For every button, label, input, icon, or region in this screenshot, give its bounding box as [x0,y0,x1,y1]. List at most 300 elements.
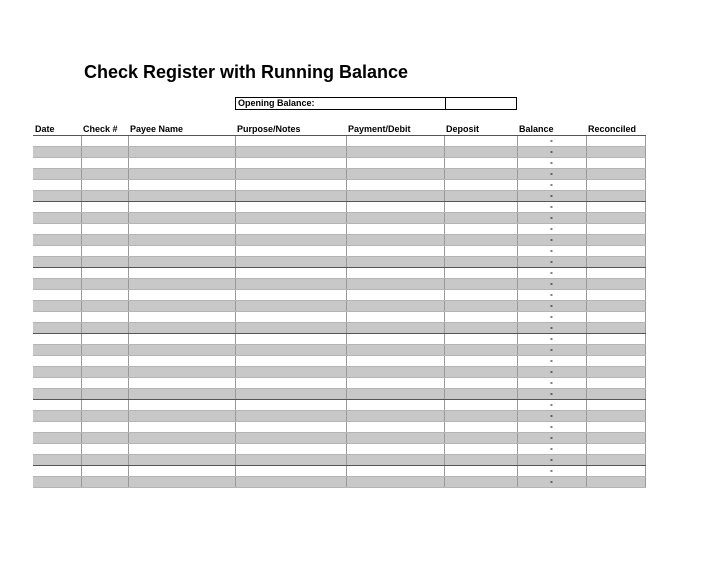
check-number-cell[interactable] [81,334,128,345]
date-cell[interactable] [33,323,81,334]
balance-cell: - [517,136,586,147]
balance-cell: - [517,202,586,213]
reconciled-cell[interactable] [586,334,645,345]
deposit-cell[interactable] [444,301,517,312]
register-row [33,246,645,257]
check-number-cell[interactable] [81,323,128,334]
balance-cell: - [517,389,586,400]
register-row [33,345,645,356]
deposit-cell[interactable] [444,224,517,235]
register-row [33,169,645,180]
reconciled-cell[interactable] [586,202,645,213]
reconciled-cell[interactable] [586,477,645,488]
reconciled-cell[interactable] [586,400,645,411]
deposit-cell[interactable] [444,136,517,147]
check-number-cell[interactable] [81,191,128,202]
payee-name-cell[interactable] [128,400,235,411]
purpose-notes-cell[interactable] [235,400,346,411]
payment-debit-cell[interactable] [346,136,444,147]
deposit-cell[interactable] [444,191,517,202]
payment-debit-cell[interactable] [346,378,444,389]
reconciled-cell[interactable] [586,378,645,389]
purpose-notes-cell[interactable] [235,455,346,466]
check-number-cell[interactable] [81,444,128,455]
register-row [33,257,645,268]
register-row [33,301,645,312]
purpose-notes-cell[interactable] [235,312,346,323]
reconciled-cell[interactable] [586,246,645,257]
payment-debit-cell[interactable] [346,444,444,455]
deposit-cell[interactable] [444,246,517,257]
balance-cell: - [517,356,586,367]
payment-debit-cell[interactable] [346,477,444,488]
register-row [33,235,645,246]
date-cell[interactable] [33,444,81,455]
date-cell[interactable] [33,169,81,180]
check-number-cell[interactable] [81,158,128,169]
payment-debit-cell[interactable] [346,301,444,312]
balance-cell: - [517,400,586,411]
opening-balance-input[interactable] [446,98,516,109]
reconciled-cell[interactable] [586,136,645,147]
deposit-cell[interactable] [444,477,517,488]
payment-debit-cell[interactable] [346,246,444,257]
reconciled-cell[interactable] [586,301,645,312]
check-number-cell[interactable] [81,301,128,312]
balance-cell: - [517,433,586,444]
date-cell[interactable] [33,367,81,378]
payee-name-cell[interactable] [128,224,235,235]
reconciled-cell[interactable] [586,158,645,169]
check-number-cell[interactable] [81,455,128,466]
purpose-notes-cell[interactable] [235,246,346,257]
payee-name-cell[interactable] [128,433,235,444]
payee-name-cell[interactable] [128,389,235,400]
purpose-notes-cell[interactable] [235,279,346,290]
balance-cell: - [517,323,586,334]
date-cell[interactable] [33,158,81,169]
payee-name-cell[interactable] [128,246,235,257]
purpose-notes-cell[interactable] [235,466,346,477]
balance-cell: - [517,466,586,477]
balance-cell: - [517,268,586,279]
payment-debit-cell[interactable] [346,466,444,477]
purpose-notes-cell[interactable] [235,389,346,400]
date-cell[interactable] [33,477,81,488]
register-row [33,455,645,466]
purpose-notes-cell[interactable] [235,378,346,389]
deposit-cell[interactable] [444,158,517,169]
date-cell[interactable] [33,246,81,257]
purpose-notes-cell[interactable] [235,147,346,158]
deposit-cell[interactable] [444,257,517,268]
check-number-cell[interactable] [81,356,128,367]
date-cell[interactable] [33,279,81,290]
purpose-notes-cell[interactable] [235,169,346,180]
balance-cell: - [517,477,586,488]
payment-debit-cell[interactable] [346,345,444,356]
payment-debit-cell[interactable] [346,290,444,301]
check-number-cell[interactable] [81,257,128,268]
register-row [33,356,645,367]
register-row [33,411,645,422]
purpose-notes-cell[interactable] [235,257,346,268]
deposit-cell[interactable] [444,312,517,323]
payee-name-cell[interactable] [128,268,235,279]
payee-name-cell[interactable] [128,301,235,312]
opening-balance-label: Opening Balance: [236,98,446,109]
date-cell[interactable] [33,334,81,345]
deposit-cell[interactable] [444,147,517,158]
date-cell[interactable] [33,301,81,312]
payment-debit-cell[interactable] [346,213,444,224]
reconciled-cell[interactable] [586,224,645,235]
payee-name-cell[interactable] [128,422,235,433]
date-cell[interactable] [33,268,81,279]
purpose-notes-cell[interactable] [235,268,346,279]
reconciled-cell[interactable] [586,169,645,180]
purpose-notes-cell[interactable] [235,444,346,455]
payee-name-cell[interactable] [128,378,235,389]
deposit-cell[interactable] [444,334,517,345]
date-cell[interactable] [33,433,81,444]
payment-debit-cell[interactable] [346,235,444,246]
register-row [33,477,645,488]
reconciled-cell[interactable] [586,147,645,158]
check-number-cell[interactable] [81,279,128,290]
deposit-cell[interactable] [444,356,517,367]
payment-debit-cell[interactable] [346,257,444,268]
deposit-cell[interactable] [444,202,517,213]
check-number-cell[interactable] [81,202,128,213]
reconciled-cell[interactable] [586,345,645,356]
reconciled-cell[interactable] [586,433,645,444]
purpose-notes-cell[interactable] [235,301,346,312]
balance-cell: - [517,246,586,257]
register-row [33,422,645,433]
register-row [33,147,645,158]
payment-debit-cell[interactable] [346,191,444,202]
payee-name-cell[interactable] [128,455,235,466]
purpose-notes-cell[interactable] [235,191,346,202]
payee-name-cell[interactable] [128,213,235,224]
register-body [33,136,645,488]
purpose-notes-cell[interactable] [235,356,346,367]
deposit-cell[interactable] [444,455,517,466]
payee-name-cell[interactable] [128,202,235,213]
deposit-cell[interactable] [444,279,517,290]
payment-debit-cell[interactable] [346,312,444,323]
reconciled-cell[interactable] [586,323,645,334]
check-number-cell[interactable] [81,268,128,279]
date-cell[interactable] [33,147,81,158]
deposit-cell[interactable] [444,268,517,279]
payee-name-cell[interactable] [128,411,235,422]
reconciled-cell[interactable] [586,279,645,290]
column-header-deposit: Deposit [444,123,517,136]
check-number-cell[interactable] [81,367,128,378]
check-number-cell[interactable] [81,213,128,224]
payee-name-cell[interactable] [128,444,235,455]
payment-debit-cell[interactable] [346,422,444,433]
purpose-notes-cell[interactable] [235,323,346,334]
register-row [33,180,645,191]
deposit-cell[interactable] [444,367,517,378]
payment-debit-cell[interactable] [346,158,444,169]
payee-name-cell[interactable] [128,279,235,290]
deposit-cell[interactable] [444,378,517,389]
reconciled-cell[interactable] [586,444,645,455]
date-cell[interactable] [33,257,81,268]
date-cell[interactable] [33,378,81,389]
payee-name-cell[interactable] [128,334,235,345]
reconciled-cell[interactable] [586,213,645,224]
reconciled-cell[interactable] [586,455,645,466]
reconciled-cell[interactable] [586,422,645,433]
check-number-cell[interactable] [81,389,128,400]
balance-cell: - [517,334,586,345]
purpose-notes-cell[interactable] [235,345,346,356]
date-cell[interactable] [33,422,81,433]
payee-name-cell[interactable] [128,191,235,202]
check-number-cell[interactable] [81,422,128,433]
balance-cell: - [517,411,586,422]
balance-cell: - [517,422,586,433]
balance-cell: - [517,158,586,169]
payment-debit-cell[interactable] [346,268,444,279]
balance-cell: - [517,455,586,466]
balance-cell: - [517,312,586,323]
payment-debit-cell[interactable] [346,455,444,466]
balance-cell: - [517,345,586,356]
deposit-cell[interactable] [444,444,517,455]
register-row [33,136,645,147]
date-cell[interactable] [33,356,81,367]
balance-cell: - [517,224,586,235]
column-header-check-number: Check # [81,123,128,136]
payee-name-cell[interactable] [128,180,235,191]
payee-name-cell[interactable] [128,158,235,169]
reconciled-cell[interactable] [586,180,645,191]
register-row [33,279,645,290]
payment-debit-cell[interactable] [346,279,444,290]
balance-cell: - [517,235,586,246]
reconciled-cell[interactable] [586,257,645,268]
payment-debit-cell[interactable] [346,389,444,400]
payment-debit-cell[interactable] [346,367,444,378]
check-number-cell[interactable] [81,466,128,477]
payment-debit-cell[interactable] [346,356,444,367]
date-cell[interactable] [33,455,81,466]
payee-name-cell[interactable] [128,290,235,301]
page-title: Check Register with Running Balance [84,62,409,82]
payment-debit-cell[interactable] [346,202,444,213]
balance-cell: - [517,301,586,312]
reconciled-cell[interactable] [586,235,645,246]
check-register-table [33,123,646,488]
register-row [33,224,645,235]
deposit-cell[interactable] [444,345,517,356]
purpose-notes-cell[interactable] [235,213,346,224]
balance-cell: - [517,279,586,290]
purpose-notes-cell[interactable] [235,477,346,488]
date-cell[interactable] [33,411,81,422]
column-header-payee-name: Payee Name [128,123,235,136]
purpose-notes-cell[interactable] [235,290,346,301]
deposit-cell[interactable] [444,400,517,411]
deposit-cell[interactable] [444,323,517,334]
payment-debit-cell[interactable] [346,433,444,444]
register-row [33,466,645,477]
balance-cell: - [517,290,586,301]
payee-name-cell[interactable] [128,345,235,356]
purpose-notes-cell[interactable] [235,235,346,246]
date-cell[interactable] [33,191,81,202]
register-row [33,312,645,323]
date-cell[interactable] [33,224,81,235]
reconciled-cell[interactable] [586,191,645,202]
check-number-cell[interactable] [81,411,128,422]
deposit-cell[interactable] [444,213,517,224]
check-number-cell[interactable] [81,312,128,323]
purpose-notes-cell[interactable] [235,202,346,213]
balance-cell: - [517,147,586,158]
register-row [33,290,645,301]
balance-cell: - [517,191,586,202]
purpose-notes-cell[interactable] [235,411,346,422]
register-row [33,334,645,345]
check-number-cell[interactable] [81,224,128,235]
payee-name-cell[interactable] [128,477,235,488]
reconciled-cell[interactable] [586,268,645,279]
purpose-notes-cell[interactable] [235,334,346,345]
check-number-cell[interactable] [81,169,128,180]
register-row [33,268,645,279]
deposit-cell[interactable] [444,235,517,246]
purpose-notes-cell[interactable] [235,180,346,191]
date-cell[interactable] [33,235,81,246]
purpose-notes-cell[interactable] [235,136,346,147]
column-header-payment-debit: Payment/Debit [346,123,444,136]
purpose-notes-cell[interactable] [235,433,346,444]
column-header-reconciled: Reconciled [586,123,645,136]
payee-name-cell[interactable] [128,466,235,477]
register-row [33,158,645,169]
purpose-notes-cell[interactable] [235,158,346,169]
payee-name-cell[interactable] [128,257,235,268]
reconciled-cell[interactable] [586,290,645,301]
balance-cell: - [517,257,586,268]
check-number-cell[interactable] [81,345,128,356]
check-number-cell[interactable] [81,378,128,389]
register-row [33,202,645,213]
purpose-notes-cell[interactable] [235,367,346,378]
deposit-cell[interactable] [444,411,517,422]
payee-name-cell[interactable] [128,367,235,378]
register-row [33,444,645,455]
date-cell[interactable] [33,136,81,147]
check-number-cell[interactable] [81,246,128,257]
date-cell[interactable] [33,290,81,301]
check-number-cell[interactable] [81,400,128,411]
reconciled-cell[interactable] [586,367,645,378]
register-row [33,378,645,389]
register-row [33,433,645,444]
payee-name-cell[interactable] [128,147,235,158]
deposit-cell[interactable] [444,180,517,191]
balance-cell: - [517,213,586,224]
balance-cell: - [517,180,586,191]
column-header-balance: Balance [517,123,586,136]
date-cell[interactable] [33,400,81,411]
date-cell[interactable] [33,213,81,224]
payee-name-cell[interactable] [128,323,235,334]
payee-name-cell[interactable] [128,235,235,246]
balance-cell: - [517,367,586,378]
check-number-cell[interactable] [81,147,128,158]
reconciled-cell[interactable] [586,389,645,400]
deposit-cell[interactable] [444,169,517,180]
deposit-cell[interactable] [444,422,517,433]
register-row [33,323,645,334]
payment-debit-cell[interactable] [346,334,444,345]
reconciled-cell[interactable] [586,411,645,422]
deposit-cell[interactable] [444,290,517,301]
payment-debit-cell[interactable] [346,169,444,180]
date-cell[interactable] [33,466,81,477]
payment-debit-cell[interactable] [346,411,444,422]
payee-name-cell[interactable] [128,312,235,323]
deposit-cell[interactable] [444,433,517,444]
payment-debit-cell[interactable] [346,323,444,334]
reconciled-cell[interactable] [586,356,645,367]
date-cell[interactable] [33,312,81,323]
reconciled-cell[interactable] [586,466,645,477]
balance-cell: - [517,444,586,455]
opening-balance-box [235,97,517,110]
check-number-cell[interactable] [81,290,128,301]
purpose-notes-cell[interactable] [235,422,346,433]
payment-debit-cell[interactable] [346,224,444,235]
register-row [33,367,645,378]
reconciled-cell[interactable] [586,312,645,323]
register-row [33,191,645,202]
register-row [33,213,645,224]
payment-debit-cell[interactable] [346,180,444,191]
date-cell[interactable] [33,389,81,400]
check-number-cell[interactable] [81,433,128,444]
header-row [33,123,645,136]
payment-debit-cell[interactable] [346,400,444,411]
check-number-cell[interactable] [81,180,128,191]
deposit-cell[interactable] [444,466,517,477]
column-header-date: Date [33,123,81,136]
date-cell[interactable] [33,180,81,191]
payee-name-cell[interactable] [128,356,235,367]
payee-name-cell[interactable] [128,136,235,147]
check-number-cell[interactable] [81,235,128,246]
date-cell[interactable] [33,202,81,213]
deposit-cell[interactable] [444,389,517,400]
register-row [33,389,645,400]
payment-debit-cell[interactable] [346,147,444,158]
check-number-cell[interactable] [81,136,128,147]
balance-cell: - [517,378,586,389]
purpose-notes-cell[interactable] [235,224,346,235]
payee-name-cell[interactable] [128,169,235,180]
date-cell[interactable] [33,345,81,356]
check-number-cell[interactable] [81,477,128,488]
